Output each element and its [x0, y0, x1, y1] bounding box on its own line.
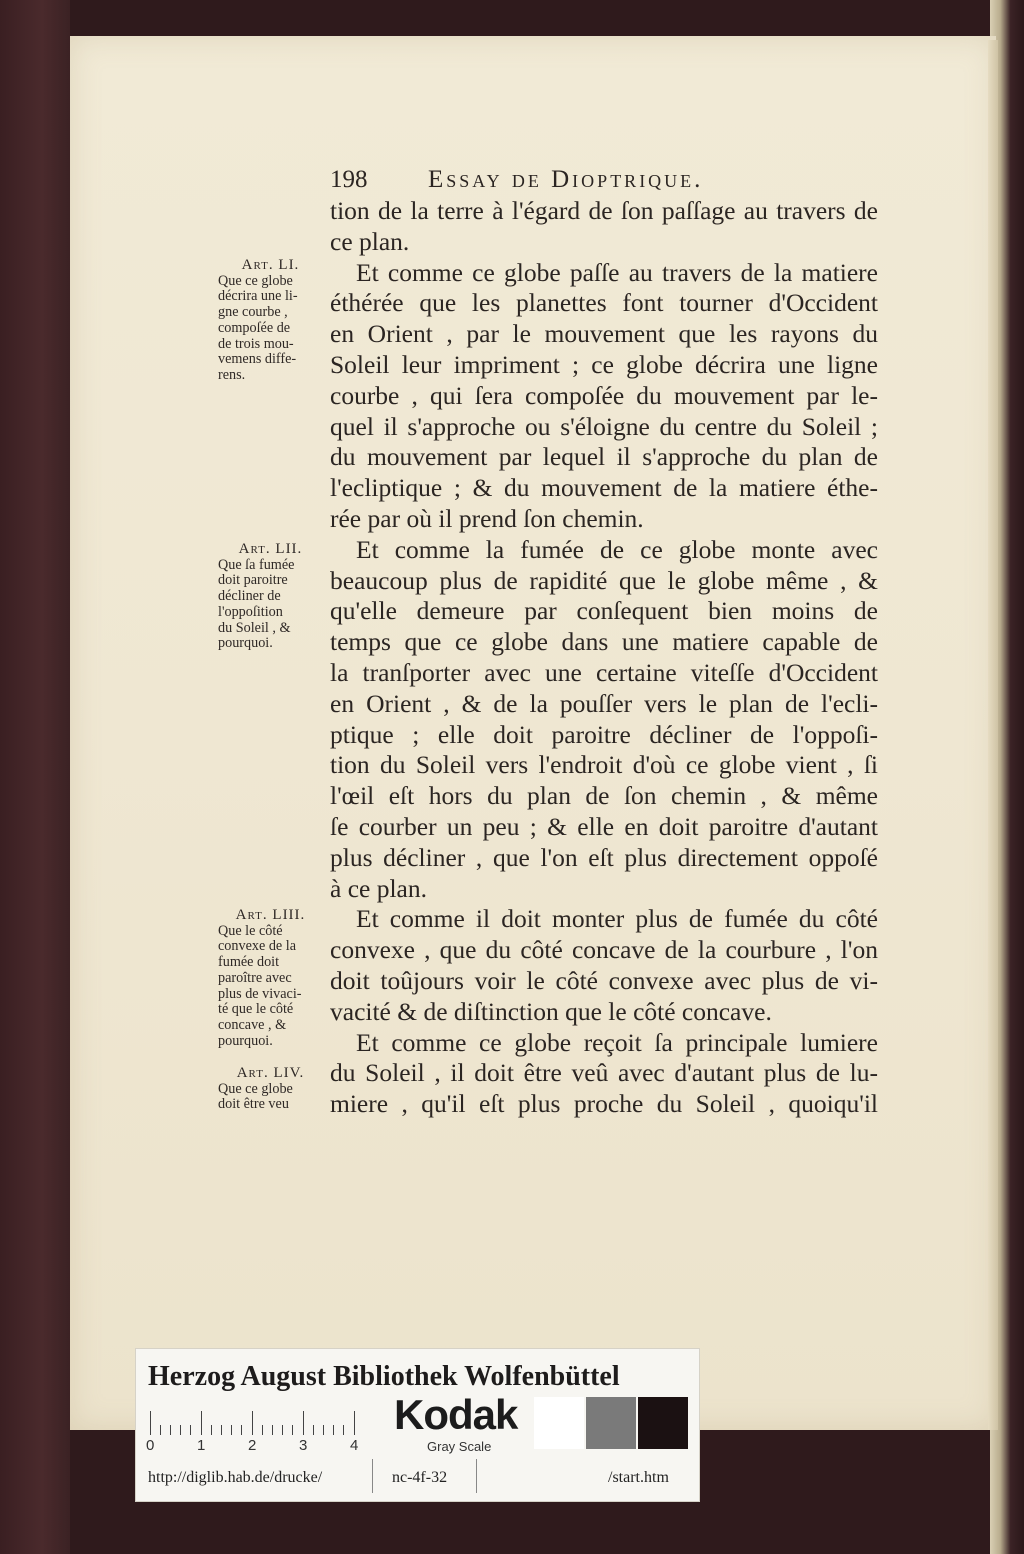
- gloss-line: rens.: [218, 366, 246, 383]
- gloss-line: pourquoi.: [218, 1032, 273, 1049]
- text-line: qu'elle demeure par conſequent bien moins de: [330, 596, 878, 626]
- text-line: convexe , que du côté concave de la courbure , l'on: [330, 935, 878, 965]
- divider: [372, 1459, 373, 1493]
- scale-label: 3: [299, 1437, 308, 1454]
- library-name: Herzog August Bibliothek Wolfenbüttel: [148, 1361, 620, 1392]
- article-label: Art. LIII.: [235, 907, 306, 923]
- ruler-tick: [282, 1425, 283, 1435]
- running-head: [330, 166, 850, 196]
- gloss-line: Que ſa fumée: [218, 556, 295, 573]
- gray-swatch-white: [534, 1397, 584, 1449]
- margin-note-art-52: [218, 542, 323, 652]
- ruler-tick: [211, 1425, 212, 1435]
- ruler-tick: [252, 1411, 253, 1435]
- gloss-line: décrira une li-: [218, 288, 298, 305]
- gloss-line: de trois mou-: [218, 335, 294, 352]
- gloss-line: doit être veu: [218, 1096, 289, 1113]
- ruler-tick: [241, 1425, 242, 1435]
- ruler-tick: [231, 1425, 232, 1435]
- url-text: http://diglib.hab.de/drucke/: [148, 1469, 323, 1486]
- backdrop-left: [0, 0, 70, 1554]
- text-line: l'œil eſt hors du plan de ſon chemin , & même: [330, 781, 878, 811]
- ruler-tick: [323, 1425, 324, 1435]
- text-line: Et comme la fumée de ce globe monte avec: [356, 534, 878, 564]
- text-line: quel il s'approche ou s'éloigne du centre du Soleil ;: [330, 411, 878, 441]
- article-label: Art. LII.: [238, 541, 303, 557]
- text-line: Et comme ce globe paſſe au travers de la matiere: [356, 257, 878, 287]
- text-line: Soleil leur impriment ; ce globe décrira une ligne: [330, 349, 878, 379]
- gloss-line: pourquoi.: [218, 635, 273, 652]
- ruler-tick: [180, 1425, 181, 1435]
- scale-label: 2: [248, 1437, 257, 1454]
- ruler-tick: [150, 1411, 151, 1435]
- text-line: plus décliner , que l'on eſt plus directement oppoſé: [330, 842, 878, 872]
- text-line: rée par où il prend ſon chemin.: [330, 503, 644, 533]
- text-line: doit toûjours voir le côté convexe avec plus de vi-: [330, 965, 878, 995]
- divider: [476, 1459, 477, 1493]
- gloss-line: compoſée de: [218, 319, 291, 336]
- text-line: ce plan.: [330, 226, 410, 256]
- text-line: éthérée que les planettes font tourner d'Occident: [330, 288, 878, 318]
- ruler-tick: [354, 1411, 355, 1435]
- text-line: tion du Soleil vers l'endroit d'où ce globe vient , ſi: [330, 750, 878, 780]
- scale-label: 1: [197, 1437, 206, 1454]
- gloss-line: fumée doit: [218, 954, 280, 971]
- text-line: miere , qu'il eſt plus proche du Soleil , quoiqu'il: [330, 1089, 878, 1119]
- ruler-tick: [201, 1411, 202, 1435]
- page-edge: [988, 40, 998, 1430]
- ruler-tick: [170, 1425, 171, 1435]
- scale-label: 4: [350, 1437, 359, 1454]
- article-label: Art. LI.: [241, 257, 300, 273]
- ruler-tick: [313, 1425, 314, 1435]
- ruler-tick: [272, 1425, 273, 1435]
- margin-note-art-51: [218, 258, 323, 384]
- kodak-target-card: [135, 1348, 700, 1502]
- article-label: Art. LIV.: [236, 1065, 305, 1081]
- body-text: [330, 196, 878, 1120]
- gray-swatch-black: [638, 1397, 688, 1449]
- text-line: l'ecliptique ; & du mouvement de la matiere éthe-: [330, 473, 878, 503]
- text-line: temps que ce globe dans une matiere capable de: [330, 627, 878, 657]
- gloss-line: paroître avec: [218, 969, 292, 986]
- ruler-tick: [303, 1411, 304, 1435]
- ruler-tick: [333, 1425, 334, 1435]
- margin-note-art-53: [218, 908, 323, 1049]
- gloss-line: concave , &: [218, 1016, 287, 1033]
- gloss-line: convexe de la: [218, 938, 296, 955]
- text-line: la tranſporter avec une certaine viteſſe d'Occident: [330, 657, 878, 687]
- margin-note-art-54: [218, 1066, 323, 1113]
- shelfmark: nc-4f-32: [392, 1469, 448, 1486]
- gloss-line: Que le côté: [218, 922, 283, 939]
- gloss-line: gne courbe ,: [218, 304, 288, 321]
- text-line: Et comme il doit monter plus de fumée du côté: [356, 904, 878, 934]
- gray-swatch-mid: [586, 1397, 636, 1449]
- ruler-tick: [262, 1425, 263, 1435]
- ruler-scale: [150, 1405, 380, 1435]
- text-line: ſe courber un peu ; & elle en doit paroitre d'autant: [330, 811, 878, 841]
- kodak-logo: Kodak: [394, 1391, 518, 1438]
- gloss-line: doit paroitre: [218, 572, 288, 589]
- text-line: courbe , qui ſera compoſée du mouvement par le-: [330, 380, 878, 410]
- ruler-tick: [292, 1425, 293, 1435]
- text-line: du Soleil , il doit être veû avec d'autant plus de lu-: [330, 1058, 878, 1088]
- text-line: tion de la terre à l'égard de ſon paſſage au travers de: [330, 196, 878, 225]
- gloss-line: Que ce globe: [218, 1080, 293, 1097]
- text-line: à ce plan.: [330, 873, 427, 903]
- gloss-line: plus de vivaci-: [218, 985, 302, 1002]
- text-line: beaucoup plus de rapidité que le globe même , &: [330, 565, 878, 595]
- page-number: 198: [330, 166, 368, 193]
- gloss-line: l'oppoſition: [218, 603, 283, 620]
- gloss-line: décliner de: [218, 588, 281, 605]
- ruler-tick: [343, 1425, 344, 1435]
- text-line: Et comme ce globe reçoit ſa principale lumiere: [356, 1027, 878, 1057]
- gloss-line: té que le côté: [218, 1001, 294, 1018]
- ruler-tick: [160, 1425, 161, 1435]
- gray-scale-label: Gray Scale: [427, 1439, 492, 1454]
- text-line: en Orient , & de la pouſſer vers le plan de l'ecli-: [330, 688, 878, 718]
- ruler-tick: [190, 1425, 191, 1435]
- text-line: ptique ; elle doit paroitre décliner de l'oppoſi-: [330, 719, 878, 749]
- gloss-line: du Soleil , &: [218, 619, 291, 636]
- start-link-text: /start.htm: [608, 1469, 669, 1486]
- text-line: vacité & de diſtinction que le côté concave.: [330, 996, 772, 1026]
- text-line: du mouvement par lequel il s'approche du plan de: [330, 442, 878, 472]
- gloss-line: Que ce globe: [218, 272, 293, 289]
- gloss-line: vemens diffe-: [218, 351, 297, 368]
- ruler-tick: [221, 1425, 222, 1435]
- scale-label: 0: [146, 1437, 155, 1454]
- book-title: Essay de Dioptrique.: [428, 166, 704, 193]
- text-line: en Orient , par le mouvement que les rayons du: [330, 319, 878, 349]
